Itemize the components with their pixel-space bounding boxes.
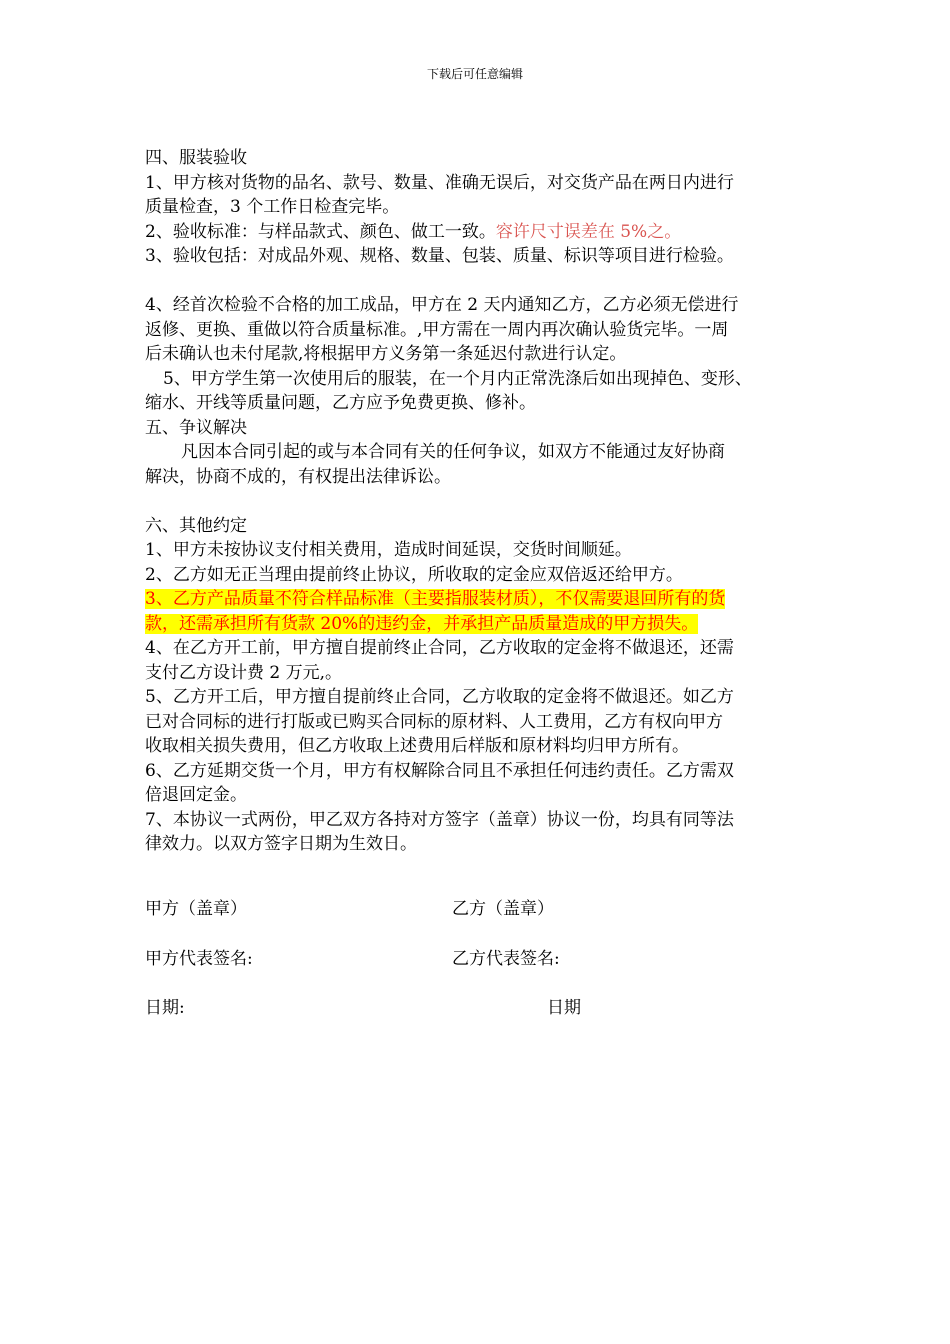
- section-6-title: 六、其他约定: [145, 515, 247, 536]
- s4-item2-tolerance-note: 容许尺寸误差在 5%之。: [495, 221, 682, 242]
- s6-item5-line1: 5、乙方开工后，甲方擅自提前终止合同，乙方收取的定金将不做退还。如乙方: [145, 687, 734, 707]
- s4-item2: [145, 220, 817, 245]
- s6-item6-line1: 6、乙方延期交货一个月，甲方有权解除合同且不承担任何违约责任。乙方需双: [145, 760, 734, 781]
- s6-item1: 1、甲方未按协议支付相关费用，造成时间延误，交货时间顺延。: [145, 540, 632, 560]
- page-header-note: 下载后可任意编辑: [426, 67, 523, 81]
- s6-item4-line1: 4、在乙方开工前，甲方擅自提前终止合同，乙方收取的定金将不做退还，还需: [145, 638, 734, 658]
- s6-item7-line2: 律效力。以双方签字日期为生效日。: [145, 834, 417, 854]
- party-b-rep-label: 乙方代表签名:: [452, 949, 560, 969]
- s4-item2-text: 2、验收标准：与样品款式、颜色、做工一致。: [145, 221, 496, 242]
- section-4-title: 四、服装验收: [145, 148, 247, 168]
- s6-item4-line2: 支付乙方设计费 2 万元,。: [145, 662, 343, 683]
- s5-para-line2: 解决，协商不成的，有权提出法律诉讼。: [145, 466, 451, 487]
- s6-item7-line1: 7、本协议一式两份，甲乙双方各持对方签字（盖章）协议一份，均具有同等法: [145, 809, 734, 830]
- paragraph-gap: [145, 489, 817, 514]
- s4-item5-line1: 5、甲方学生第一次使用后的服装，在一个月内正常洗涤后如出现掉色、变形、: [163, 368, 752, 389]
- seal-row: [145, 897, 845, 921]
- s6-item3-line2: [145, 612, 817, 637]
- s6-item2: 2、乙方如无正当理由提前终止协议，所收取的定金应双倍返还给甲方。: [145, 564, 683, 585]
- s6-item5-line3: 收取相关损失费用，但乙方收取上述费用后样版和原材料均归甲方所有。: [145, 736, 689, 756]
- party-b-seal-label: 乙方（盖章）: [452, 899, 554, 919]
- s6-item5-line2: 已对合同标的进行打版或已购买合同标的原材料、人工费用，乙方有权向甲方: [145, 711, 723, 732]
- s4-item4-line1: 4、经首次检验不合格的加工成品，甲方在 2 天内通知乙方，乙方必须无偿进行: [145, 295, 739, 315]
- s5-para-line1: 凡因本合同引起的或与本合同有关的任何争议，如双方不能通过友好协商: [181, 442, 725, 462]
- s4-item1-line2: 质量检查，3 个工作日检查完毕。: [145, 197, 400, 217]
- s6-item6-line2: 倍退回定金。: [145, 785, 247, 805]
- s4-item1-line1: 1、甲方核对货物的品名、款号、数量、准确无误后，对交货产品在两日内进行: [145, 172, 734, 193]
- s6-item3-line1: [145, 587, 817, 612]
- s6-item3-highlight-1: 3、乙方产品质量不符合样品标准（主要指服装材质），不仅需要退回所有的货: [145, 589, 726, 609]
- party-a-date-label: 日期:: [145, 998, 185, 1018]
- s4-item4-line2: 返修、更换、重做以符合质量标准。,甲方需在一周内再次确认验货完毕。一周: [145, 319, 729, 340]
- representative-row: [145, 947, 845, 971]
- paragraph-gap: [145, 269, 817, 294]
- s4-item5-line2: 缩水、开线等质量问题，乙方应予免费更换、修补。: [145, 393, 536, 413]
- s6-item3-highlight-2: 款，还需承担所有货款 20%的违约金，并承担产品质量造成的甲方损失。: [145, 613, 699, 634]
- s4-item4-line3: 后未确认也未付尾款,将根据甲方义务第一条延迟付款进行认定。: [145, 344, 627, 364]
- date-row: [145, 996, 845, 1020]
- s4-item3: 3、验收包括：对成品外观、规格、数量、包装、质量、标识等项目进行检验。: [145, 246, 734, 266]
- section-5-title: 五、争议解决: [145, 417, 247, 438]
- contract-body: [145, 146, 817, 857]
- party-a-seal-label: 甲方（盖章）: [145, 899, 247, 919]
- party-a-rep-label: 甲方代表签名:: [145, 949, 253, 969]
- party-b-date-label: 日期: [547, 998, 581, 1018]
